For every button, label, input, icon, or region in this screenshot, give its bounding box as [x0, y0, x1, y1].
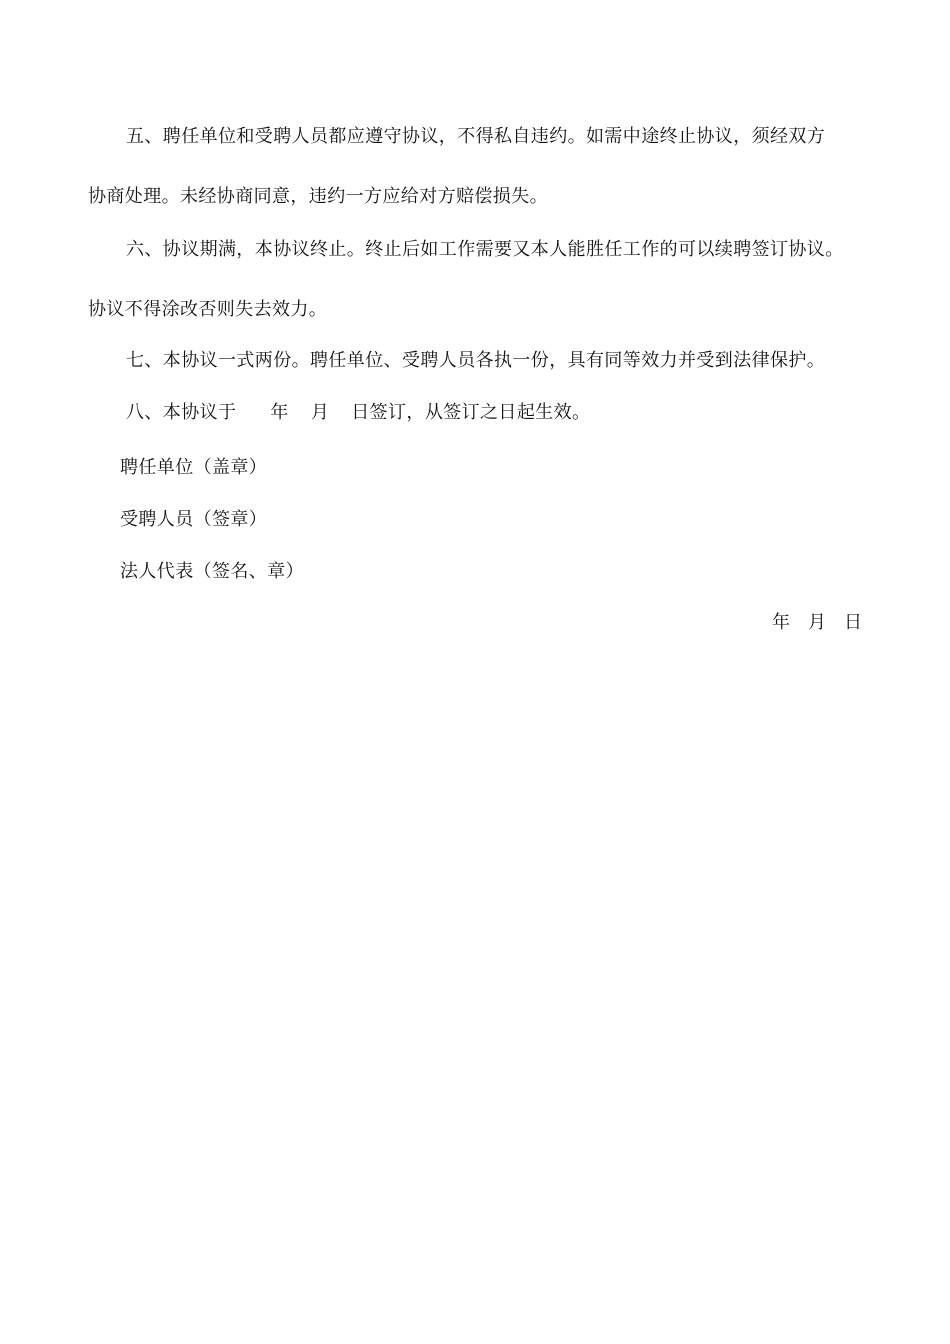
clause-8	[126, 402, 590, 424]
clause-8-suffix: 日签订，从签订之日起生效。	[351, 402, 591, 423]
signature-employer: 聘任单位（盖章）	[120, 457, 268, 478]
clause-6-line-2: 协议不得涂改否则失去效力。	[88, 299, 328, 320]
date-footer-month: 月	[808, 612, 826, 633]
clause-8-year: 年	[270, 402, 289, 423]
clause-5-line-1: 五、聘任单位和受聘人员都应遵守协议，不得私自违约。如需中途终止协议，须经双方	[126, 126, 826, 147]
clause-8-prefix: 八、本协议于	[126, 402, 237, 423]
clause-6-line-1: 六、协议期满，本协议终止。终止后如工作需要又本人能胜任工作的可以续聘签订协议。	[126, 239, 844, 260]
clause-5-line-2: 协商处理。未经协商同意，违约一方应给对方赔偿损失。	[88, 186, 548, 207]
signature-employee: 受聘人员（签章）	[120, 509, 268, 530]
clause-8-month: 月	[310, 402, 330, 423]
date-footer	[772, 612, 862, 634]
date-footer-day: 日	[844, 612, 862, 633]
signature-legal-rep: 法人代表（签名、章）	[120, 561, 304, 582]
clause-7: 七、本协议一式两份。聘任单位、受聘人员各执一份，具有同等效力并受到法律保护。	[126, 350, 826, 371]
date-footer-year: 年	[772, 612, 790, 633]
